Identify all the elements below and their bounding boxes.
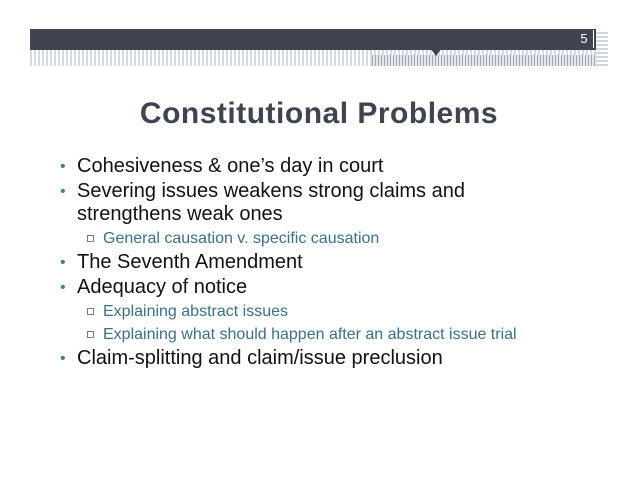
bullet-text: The Seventh Amendment [77, 251, 303, 273]
bullet-item [60, 155, 600, 178]
bullet-text: Cohesiveness & one’s day in court [77, 155, 384, 177]
bullet-dot-icon: • [60, 158, 66, 175]
square-bullet-icon [87, 308, 94, 315]
bullet-list [60, 155, 600, 372]
banner-pointer [430, 48, 442, 56]
bullet-text: Claim-splitting and claim/issue preclusion [77, 347, 443, 369]
sub-bullet-text: Explaining what should happen after an abstract issue trial [103, 326, 517, 343]
bullet-dot-icon: • [60, 183, 66, 200]
decorative-accent-stripes [372, 55, 596, 66]
bullet-item [60, 180, 477, 226]
decorative-stripes-right [596, 30, 608, 66]
sub-bullet-text: Explaining abstract issues [103, 303, 288, 320]
bullet-text: Adequacy of notice [77, 276, 248, 298]
square-bullet-icon [87, 331, 94, 338]
sub-bullet-item [60, 301, 600, 322]
page-number: 5 [580, 31, 588, 46]
sub-bullet-item [60, 324, 573, 345]
bullet-dot-icon: • [60, 350, 66, 367]
slide-title: Constitutional Problems [139, 97, 499, 130]
header-banner [30, 29, 596, 50]
bullet-dot-icon: • [60, 279, 66, 296]
bullet-item [60, 276, 600, 299]
square-bullet-icon [87, 235, 94, 242]
sub-bullet-text: General causation v. specific causation [103, 230, 380, 247]
bullet-text: Severing issues weakens strong claims and strengthens weak ones [77, 180, 465, 225]
bullet-item [60, 347, 600, 370]
bullet-dot-icon: • [60, 254, 66, 271]
page-number-divider [593, 30, 594, 48]
sub-bullet-item [60, 228, 600, 249]
bullet-item [60, 251, 600, 274]
